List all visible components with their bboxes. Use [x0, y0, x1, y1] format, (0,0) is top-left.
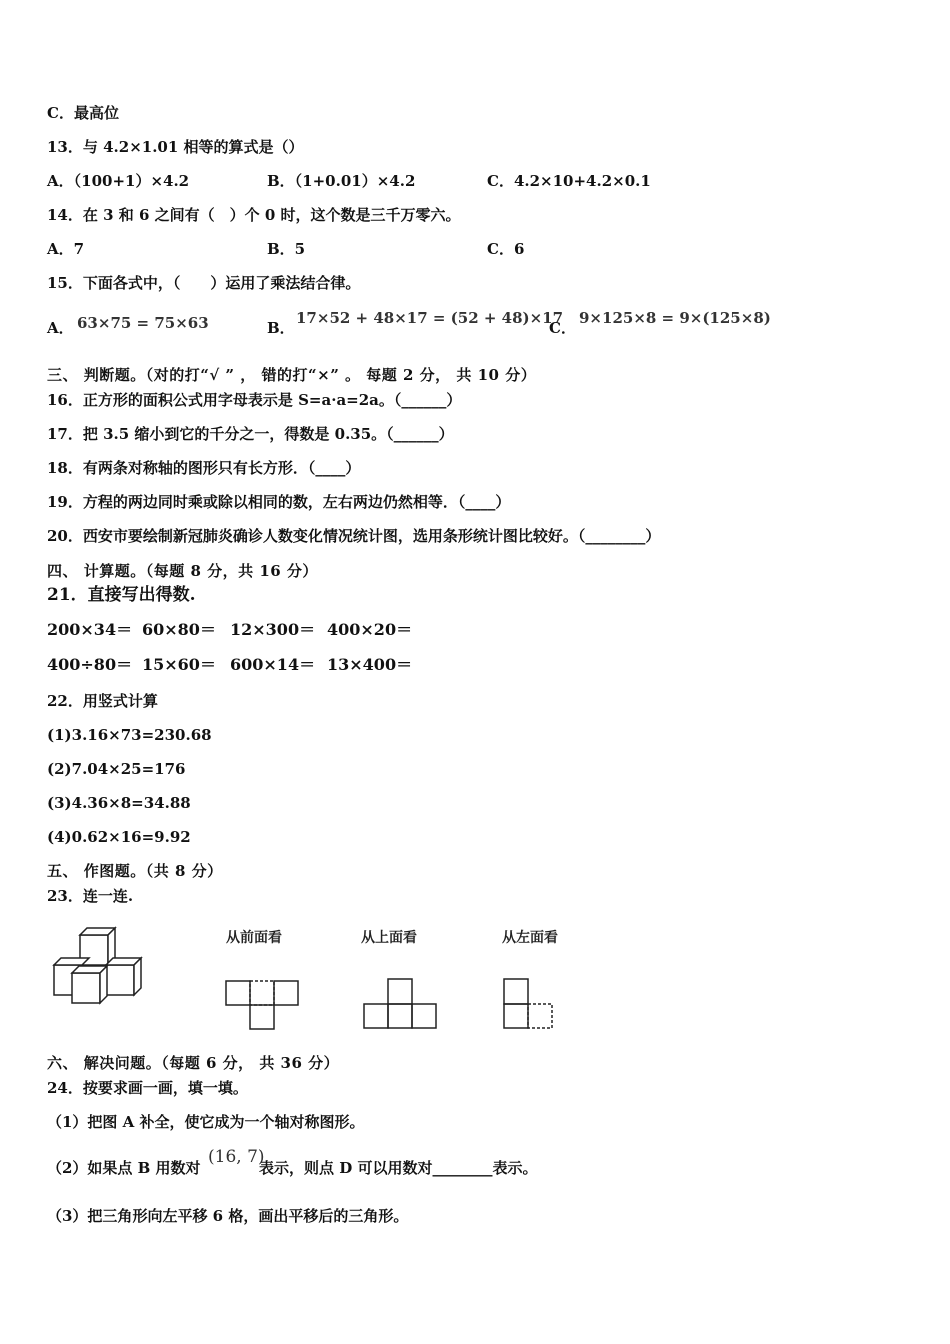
- q24-part-2-pair: (16, 7): [208, 1147, 265, 1167]
- q22-stem: 22．用竖式计算: [47, 692, 158, 710]
- q23-stem: 23．连一连.: [47, 887, 134, 905]
- q21-item: 400×20＝: [327, 620, 413, 639]
- q21-item: 12×300＝: [230, 620, 316, 639]
- q24-part-2-suffix: 表示，则点 D 可以用数对________表示。: [259, 1159, 538, 1177]
- q15-option-a-label: A．: [47, 319, 74, 337]
- q12-option-c: C．最高位: [47, 104, 119, 122]
- q13-stem: 13．与 4.2×1.01 相等的算式是（）: [47, 138, 304, 156]
- q24-part-3: （3）把三角形向左平移 6 格，画出平移后的三角形。: [47, 1207, 409, 1225]
- q24-part-1: （1）把图 A 补全，使它成为一个轴对称图形。: [47, 1113, 365, 1131]
- q22-item: (2)7.04×25=176: [47, 760, 186, 778]
- q21-item: 13×400＝: [327, 655, 413, 674]
- section-6-title: 六、 解决问题。（每题 6 分， 共 36 分）: [47, 1054, 340, 1072]
- q15-option-c-label: C．: [549, 319, 576, 337]
- q15-option-c-expr: 9×125×8 = 9×(125×8): [579, 309, 771, 327]
- q21-item: 600×14＝: [230, 655, 316, 674]
- q13-option-c: C．4.2×10+4.2×0.1: [487, 172, 651, 190]
- q15-stem: 15．下面各式中，（ ）运用了乘法结合律。: [47, 274, 361, 292]
- front-view-figure: [225, 980, 301, 1030]
- q15-option-b-label: B．: [267, 319, 295, 337]
- q16: 16．正方形的面积公式用字母表示是 S=a·a=2a。（______）: [47, 391, 462, 409]
- q15-option-b-expr: 17×52 + 48×17 = (52 + 48)×17: [296, 309, 564, 327]
- section-3-title: 三、 判断题。（对的打“√ ” ， 错的打“×” 。 每题 2 分， 共 10 分）: [47, 366, 537, 384]
- q18: 18．有两条对称轴的图形只有长方形．（____）: [47, 459, 361, 477]
- q14-option-b: B．5: [267, 240, 306, 258]
- q14-option-a: A．7: [47, 240, 85, 258]
- q21-item: 200×34＝: [47, 620, 133, 639]
- q24-stem: 24．按要求画一画，填一填。: [47, 1079, 248, 1097]
- q22-item: (4)0.62×16=9.92: [47, 828, 191, 846]
- q15-option-a-expr: 63×75 = 75×63: [77, 314, 209, 332]
- q21-item: 400÷80＝: [47, 655, 133, 674]
- cube-stack-figure: [50, 925, 190, 1005]
- q13-option-a: A．（100+1）×4.2: [47, 172, 190, 190]
- q21-stem: 21．直接写出得数.: [47, 585, 196, 605]
- section-5-title: 五、 作图题。（共 8 分）: [47, 862, 223, 880]
- view-label-top: 从上面看: [361, 930, 417, 946]
- q14-option-c: C．6: [487, 240, 525, 258]
- view-label-left: 从左面看: [502, 930, 558, 946]
- section-4-title: 四、 计算题。（每题 8 分，共 16 分）: [47, 562, 318, 580]
- q19: 19．方程的两边同时乘或除以相同的数，左右两边仍然相等．（____）: [47, 493, 511, 511]
- q22-item: (3)4.36×8=34.88: [47, 794, 191, 812]
- q17: 17．把 3.5 缩小到它的千分之一，得数是 0.35。（______）: [47, 425, 454, 443]
- q13-option-b: B．（1+0.01）×4.2: [267, 172, 416, 190]
- q22-item: (1)3.16×73=230.68: [47, 726, 212, 744]
- q20: 20．西安市要绘制新冠肺炎确诊人数变化情况统计图，选用条形统计图比较好。（________）: [47, 527, 661, 545]
- q21-item: 60×80＝: [142, 620, 216, 639]
- q14-stem: 14．在 3 和 6 之间有（ ）个 0 时，这个数是三千万零六。: [47, 206, 461, 224]
- view-label-front: 从前面看: [226, 930, 282, 946]
- top-view-figure: [363, 978, 439, 1030]
- q24-part-2-prefix: （2）如果点 B 用数对: [47, 1159, 201, 1177]
- q21-item: 15×60＝: [142, 655, 216, 674]
- left-view-figure: [503, 978, 555, 1030]
